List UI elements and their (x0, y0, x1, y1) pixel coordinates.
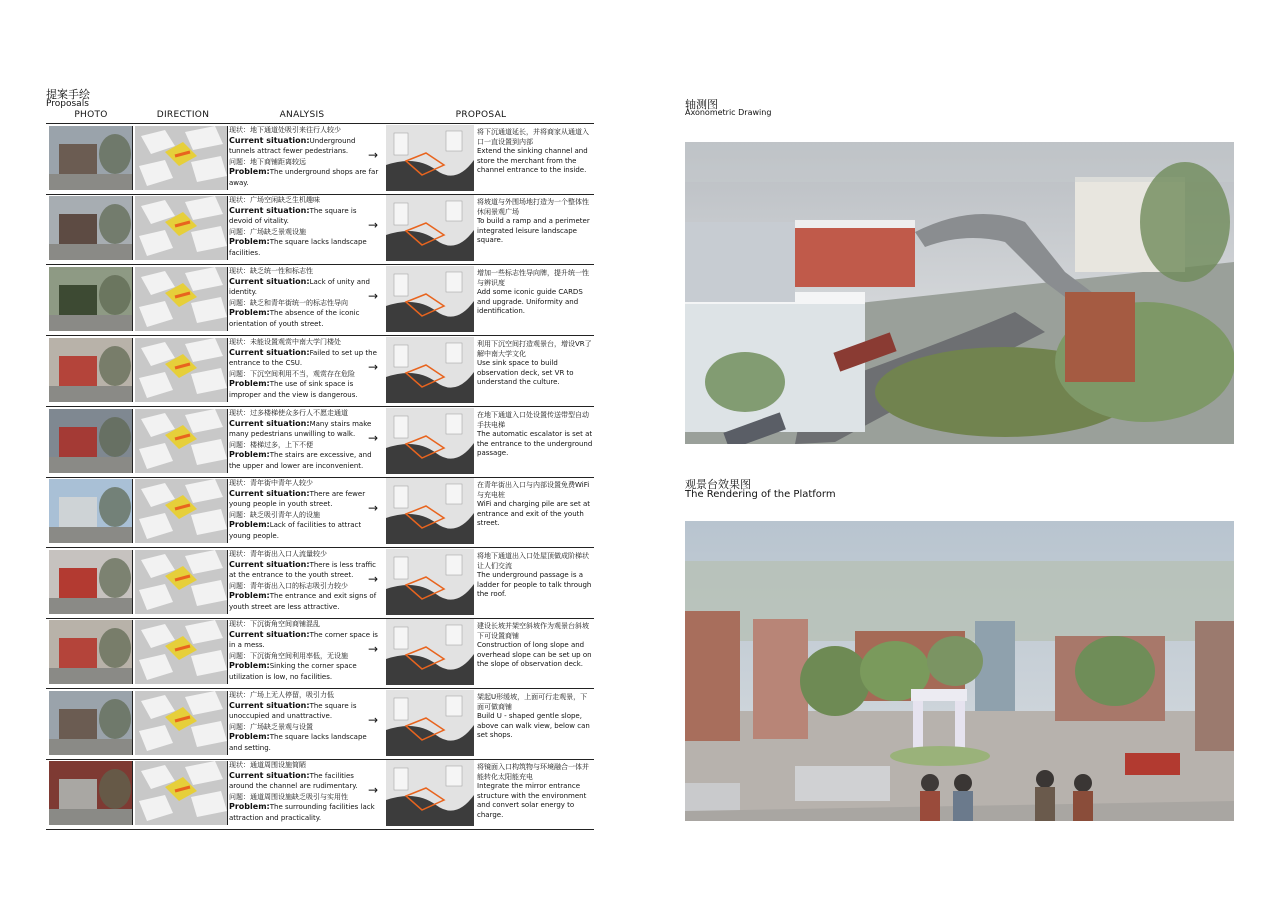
arrow-right-icon: → (368, 148, 379, 162)
table-row (46, 194, 594, 265)
proposal-sketch (386, 337, 474, 403)
analysis-problem-cn: 问题：地下商铺距离较远 (229, 157, 306, 166)
arrow-right-icon: → (368, 713, 379, 727)
proposal-cn: 架起U形缓坡，上面可行走观景，下面可做商铺 (477, 693, 588, 711)
analysis-current-en: The facilities around the channel are rudimentary. (229, 771, 358, 790)
proposal-en: Integrate the mirror entrance structure with the environment and convert solar energy to charge. (477, 782, 587, 819)
analysis-text (229, 195, 379, 258)
analysis-problem-label: Problem: (229, 520, 270, 529)
proposal-cn: 利用下沉空间打造观景台，增设VR了解中南大学文化 (477, 340, 592, 358)
proposal-en: Build U - shaped gentle slope, above can walk view, below can set shops. (477, 712, 590, 740)
proposal-en: To build a ramp and a perimeter integrated leisure landscape square. (477, 217, 590, 245)
analysis-problem-cn: 问题：下沉街角空间利用率低，无设施 (229, 651, 348, 660)
proposal-sketch (386, 266, 474, 332)
analysis-current-label: Current situation: (229, 276, 310, 286)
analysis-problem-en: The stairs are excessive, and the upper and lower are inconvenient. (229, 451, 372, 470)
analysis-current-label: Current situation: (229, 205, 310, 215)
analysis-problem-en: The use of sink space is improper and the view is dangerous. (229, 380, 358, 399)
analysis-problem-label: Problem: (229, 732, 270, 741)
rendering-title-cn: 观景台效果图 (685, 478, 751, 491)
arrow-right-icon: → (368, 783, 379, 797)
analysis-text (229, 337, 379, 400)
table-row (46, 689, 594, 760)
analysis-current-en: The square is unoccupied and unattractive. (229, 701, 357, 720)
site-photo (46, 196, 133, 260)
analysis-text (229, 760, 379, 823)
column-header-analysis: ANALYSIS (279, 110, 325, 120)
analysis-current-en: The corner space is in a mess. (229, 630, 378, 649)
proposal-sketch (386, 408, 474, 474)
analysis-problem-label: Problem: (229, 661, 270, 670)
analysis-problem-cn: 问题：广场缺乏景观设施 (229, 227, 306, 236)
analysis-problem-en: The absence of the iconic orientation of youth street. (229, 309, 360, 328)
proposals-title-cn: 提案手绘 (46, 88, 90, 101)
direction-sketch (135, 691, 228, 755)
direction-sketch (135, 479, 228, 543)
analysis-problem-label: Problem: (229, 802, 270, 811)
proposal-sketch (386, 125, 474, 191)
proposal-cn: 在青年街出入口与内部设置免费WiFi与充电桩 (477, 481, 590, 499)
proposal-text (477, 693, 594, 741)
proposal-text (477, 411, 594, 459)
proposal-en: Use sink space to build observation deck, set VR to understand the culture. (477, 359, 574, 387)
column-header-photo: PHOTO (74, 110, 108, 120)
arrow-right-icon: → (368, 572, 379, 586)
proposals-title-en: Proposals (46, 99, 89, 109)
analysis-problem-label: Problem: (229, 450, 270, 459)
proposal-text (477, 198, 594, 246)
analysis-current-en: There are fewer young people in youth street. (229, 489, 366, 508)
analysis-current-cn: 现状：广场空闲缺乏生机趣味 (229, 196, 320, 204)
analysis-text (229, 478, 379, 541)
proposal-en: WiFi and charging pile are set at entrance and exit of the youth street. (477, 500, 590, 528)
column-header-direction: DIRECTION (156, 110, 210, 120)
proposal-text (477, 128, 594, 176)
site-photo (46, 126, 133, 190)
proposal-en: The automatic escalator is set at the entrance to the underground passage. (477, 430, 593, 458)
analysis-problem-cn: 问题：通道周围设施缺乏吸引与实用性 (229, 792, 348, 801)
analysis-text (229, 266, 379, 329)
analysis-problem-cn: 问题：下沉空间利用不当，观赏存在危险 (229, 369, 355, 378)
axonometric-title-en: Axonometric Drawing (685, 108, 772, 117)
axonometric-drawing-image (685, 142, 1234, 444)
arrow-right-icon: → (368, 642, 379, 656)
analysis-current-label: Current situation: (229, 347, 310, 357)
proposal-cn: 在地下通道入口处设置传送带型自动手扶电梯 (477, 411, 589, 429)
analysis-current-cn: 现状：下沉街角空间商铺混乱 (229, 620, 320, 628)
analysis-current-label: Current situation: (229, 770, 310, 780)
analysis-text (229, 408, 379, 471)
analysis-current-cn: 现状：未能设置观赏中南大学门楼处 (229, 338, 341, 346)
site-photo (46, 338, 133, 402)
analysis-problem-en: The surrounding facilities lack attraction and practicality. (229, 803, 375, 822)
analysis-current-en: Many stairs make many pedestrians unwilling to walk. (229, 419, 372, 438)
proposal-text (477, 552, 594, 600)
proposal-sketch (386, 619, 474, 685)
analysis-current-cn: 现状：青年街中青年人较少 (229, 479, 313, 487)
analysis-problem-cn: 问题：广场缺乏景观与设置 (229, 722, 313, 731)
table-row (46, 477, 594, 548)
arrow-right-icon: → (368, 289, 379, 303)
proposal-cn: 将地下通道出入口处屋顶做成阶梯状让人们交流 (477, 552, 589, 570)
analysis-current-cn: 现状：青年街出入口人流量较少 (229, 550, 327, 558)
analysis-problem-label: Problem: (229, 237, 270, 246)
proposal-text (477, 340, 594, 388)
proposal-sketch (386, 760, 474, 826)
proposal-text (477, 481, 594, 529)
proposal-sketch (386, 690, 474, 756)
proposal-cn: 建设长坡并架空斜坡作为观景台斜坡下可设置商铺 (477, 622, 589, 640)
analysis-current-label: Current situation: (229, 488, 310, 498)
analysis-problem-en: The underground shops are far away. (229, 168, 379, 187)
analysis-text (229, 690, 379, 753)
rendering-title-en: The Rendering of the Platform (685, 489, 836, 500)
proposals-table (46, 123, 594, 827)
direction-sketch (135, 126, 228, 190)
axonometric-title-cn: 轴测图 (685, 98, 718, 111)
direction-sketch (135, 196, 228, 260)
analysis-text (229, 125, 379, 188)
direction-sketch (135, 409, 228, 473)
proposal-text (477, 622, 594, 670)
analysis-current-cn: 现状：缺乏统一性和标志性 (229, 267, 313, 275)
analysis-current-en: There is less traffic at the entrance to the youth street. (229, 560, 376, 579)
site-photo (46, 267, 133, 331)
site-photo (46, 550, 133, 614)
proposal-en: The underground passage is a ladder for people to talk through the roof. (477, 571, 592, 599)
analysis-problem-label: Problem: (229, 379, 270, 388)
site-photo (46, 761, 133, 825)
direction-sketch (135, 338, 228, 402)
platform-rendering-image (685, 521, 1234, 821)
analysis-problem-en: Lack of facilities to attract young people. (229, 521, 362, 540)
proposal-sketch (386, 195, 474, 261)
analysis-problem-label: Problem: (229, 591, 270, 600)
proposal-cn: 将下沉通道延长，并将商家从通道入口一直设置到内部 (477, 128, 589, 146)
table-row (46, 124, 594, 195)
direction-sketch (135, 550, 228, 614)
analysis-problem-cn: 问题：缺乏吸引青年人的设施 (229, 510, 320, 519)
proposal-cn: 增加一些标志性导向牌，提升统一性与辨识度 (477, 269, 589, 287)
analysis-current-en: Failed to set up the entrance to the CSU. (229, 348, 377, 367)
analysis-current-cn: 现状：地下通道处吸引来往行人较少 (229, 126, 341, 134)
column-header-proposal: PROPOSAL (455, 110, 507, 120)
proposal-en: Extend the sinking channel and store the merchant from the channel entrance to the inside. (477, 147, 588, 175)
analysis-problem-en: The entrance and exit signs of youth street are less attractive. (229, 592, 377, 611)
site-photo (46, 691, 133, 755)
analysis-current-en: Lack of unity and identity. (229, 277, 370, 296)
analysis-text (229, 549, 379, 612)
analysis-current-label: Current situation: (229, 559, 310, 569)
direction-sketch (135, 267, 228, 331)
analysis-problem-label: Problem: (229, 167, 270, 176)
proposal-text (477, 269, 594, 317)
table-row (46, 407, 594, 478)
analysis-problem-en: The square lacks landscape and setting. (229, 733, 367, 752)
proposal-en: Add some iconic guide CARDS and upgrade. Uniformity and identification. (477, 288, 583, 316)
table-row (46, 759, 594, 830)
arrow-right-icon: → (368, 501, 379, 515)
site-photo (46, 479, 133, 543)
analysis-problem-en: The square lacks landscape facilities. (229, 238, 367, 257)
arrow-right-icon: → (368, 360, 379, 374)
table-row (46, 265, 594, 336)
analysis-current-cn: 现状：过多楼梯使众多行人不愿走通道 (229, 409, 348, 417)
table-row (46, 336, 594, 407)
analysis-problem-cn: 问题：楼梯过多，上下不便 (229, 440, 313, 449)
proposal-sketch (386, 478, 474, 544)
direction-sketch (135, 761, 228, 825)
direction-sketch (135, 620, 228, 684)
analysis-current-label: Current situation: (229, 629, 310, 639)
analysis-current-label: Current situation: (229, 700, 310, 710)
analysis-problem-cn: 问题：缺乏和青年街统一的标志性导向 (229, 298, 348, 307)
analysis-problem-label: Problem: (229, 308, 270, 317)
analysis-current-cn: 现状：通道周围设施简陋 (229, 761, 306, 769)
proposal-cn: 将坡道与外围场地打造为一个整体性休闲景观广场 (477, 198, 589, 216)
site-photo (46, 620, 133, 684)
analysis-current-en: The square is devoid of vitality. (229, 206, 357, 225)
analysis-problem-cn: 问题：青年街出入口的标志吸引力较少 (229, 581, 348, 590)
proposal-en: Construction of long slope and overhead slope can be set up on the slope of observation deck. (477, 641, 592, 669)
site-photo (46, 409, 133, 473)
analysis-current-label: Current situation: (229, 135, 310, 145)
analysis-current-label: Current situation: (229, 418, 310, 428)
table-row (46, 618, 594, 689)
analysis-problem-en: Sinking the corner space utilization is low, no facilities. (229, 662, 357, 681)
analysis-current-cn: 现状：广场上无人停留，吸引力低 (229, 691, 334, 699)
proposal-text (477, 763, 594, 821)
table-row (46, 548, 594, 619)
proposal-sketch (386, 549, 474, 615)
arrow-right-icon: → (368, 218, 379, 232)
analysis-text (229, 619, 379, 682)
arrow-right-icon: → (368, 431, 379, 445)
analysis-current-en: Underground tunnels attract fewer pedestrians. (229, 136, 356, 155)
proposal-cn: 将镜面入口构筑物与环境融合一体并能转化太阳能充电 (477, 763, 589, 781)
